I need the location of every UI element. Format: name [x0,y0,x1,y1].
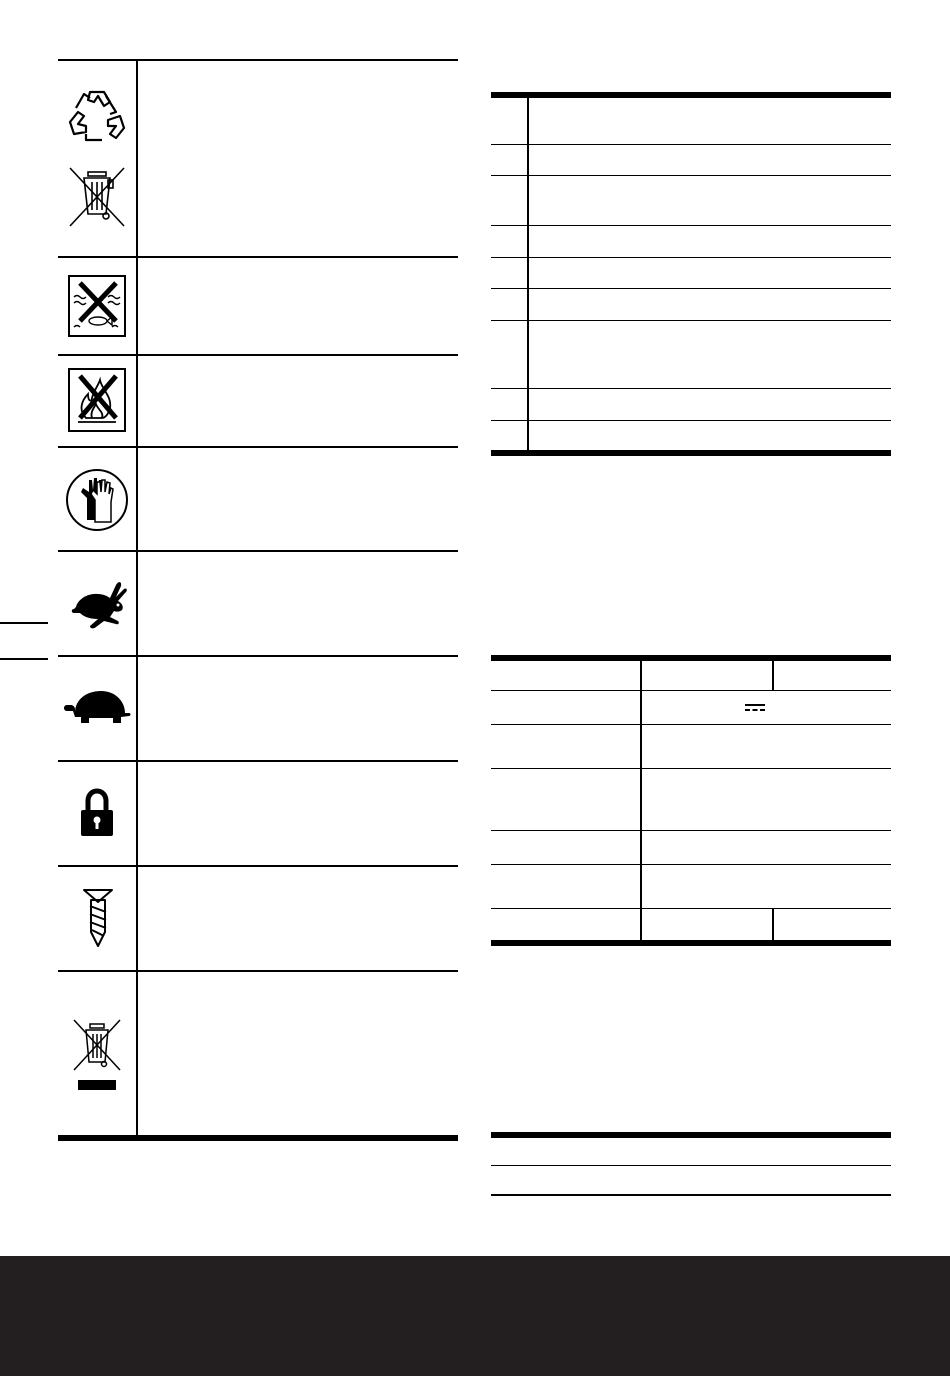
noise-table-top-rule [491,1132,891,1138]
crossed-out-wheelie-bin-icon [68,166,126,228]
turtle-slow-speed-icon [63,687,133,727]
component-list-row-divider [491,288,891,289]
symbols-table-column-divider [136,59,138,1139]
technical-data-value-split-divider [772,655,774,691]
component-list-row-divider [491,320,891,321]
component-list-row-divider [491,144,891,145]
footer-band [0,1256,950,1376]
margin-marker-line [0,622,48,624]
component-list-row-divider [491,175,891,176]
technical-data-row-divider [491,864,891,865]
padlock-icon [80,788,114,838]
technical-data-top-rule [491,655,891,661]
symbols-table-top-rule [58,59,458,61]
technical-data-row-divider [491,768,891,769]
technical-data-row-divider [491,724,891,725]
technical-data-label-column-divider [640,655,642,945]
symbols-row-divider [58,865,458,867]
symbols-row-divider [58,550,458,552]
wear-gloves-icon [65,468,129,532]
symbols-row-divider [58,970,458,972]
component-list-row-divider [491,388,891,389]
margin-marker-line [0,658,48,660]
technical-data-row-divider [491,830,891,831]
symbols-row-divider [58,655,458,657]
technical-data-bottom-rule [491,940,891,946]
component-list-row-divider [491,257,891,258]
component-list-bottom-rule [491,450,891,456]
component-list-row-divider [491,420,891,421]
crossed-out-wheelie-bin-with-bar-icon [72,1018,122,1092]
screw-icon [82,888,114,948]
no-water-disposal-icon [68,275,126,337]
noise-table-row-divider [491,1165,891,1166]
direct-current-icon [745,704,765,712]
technical-data-row-divider [491,690,891,691]
technical-data-row-divider [491,908,891,909]
recycle-icon [68,88,126,144]
symbols-row-divider [58,760,458,762]
symbols-row-divider [58,446,458,448]
rabbit-fast-speed-icon [70,577,128,631]
no-fire-disposal-icon [68,368,126,432]
component-list-row-divider [491,225,891,226]
symbols-row-divider [58,256,458,258]
component-list-number-column-divider [527,92,529,456]
noise-table-bottom-rule [491,1194,891,1196]
symbols-row-divider [58,354,458,356]
symbols-table-bottom-rule [58,1135,458,1141]
component-list-top-rule [491,92,891,98]
